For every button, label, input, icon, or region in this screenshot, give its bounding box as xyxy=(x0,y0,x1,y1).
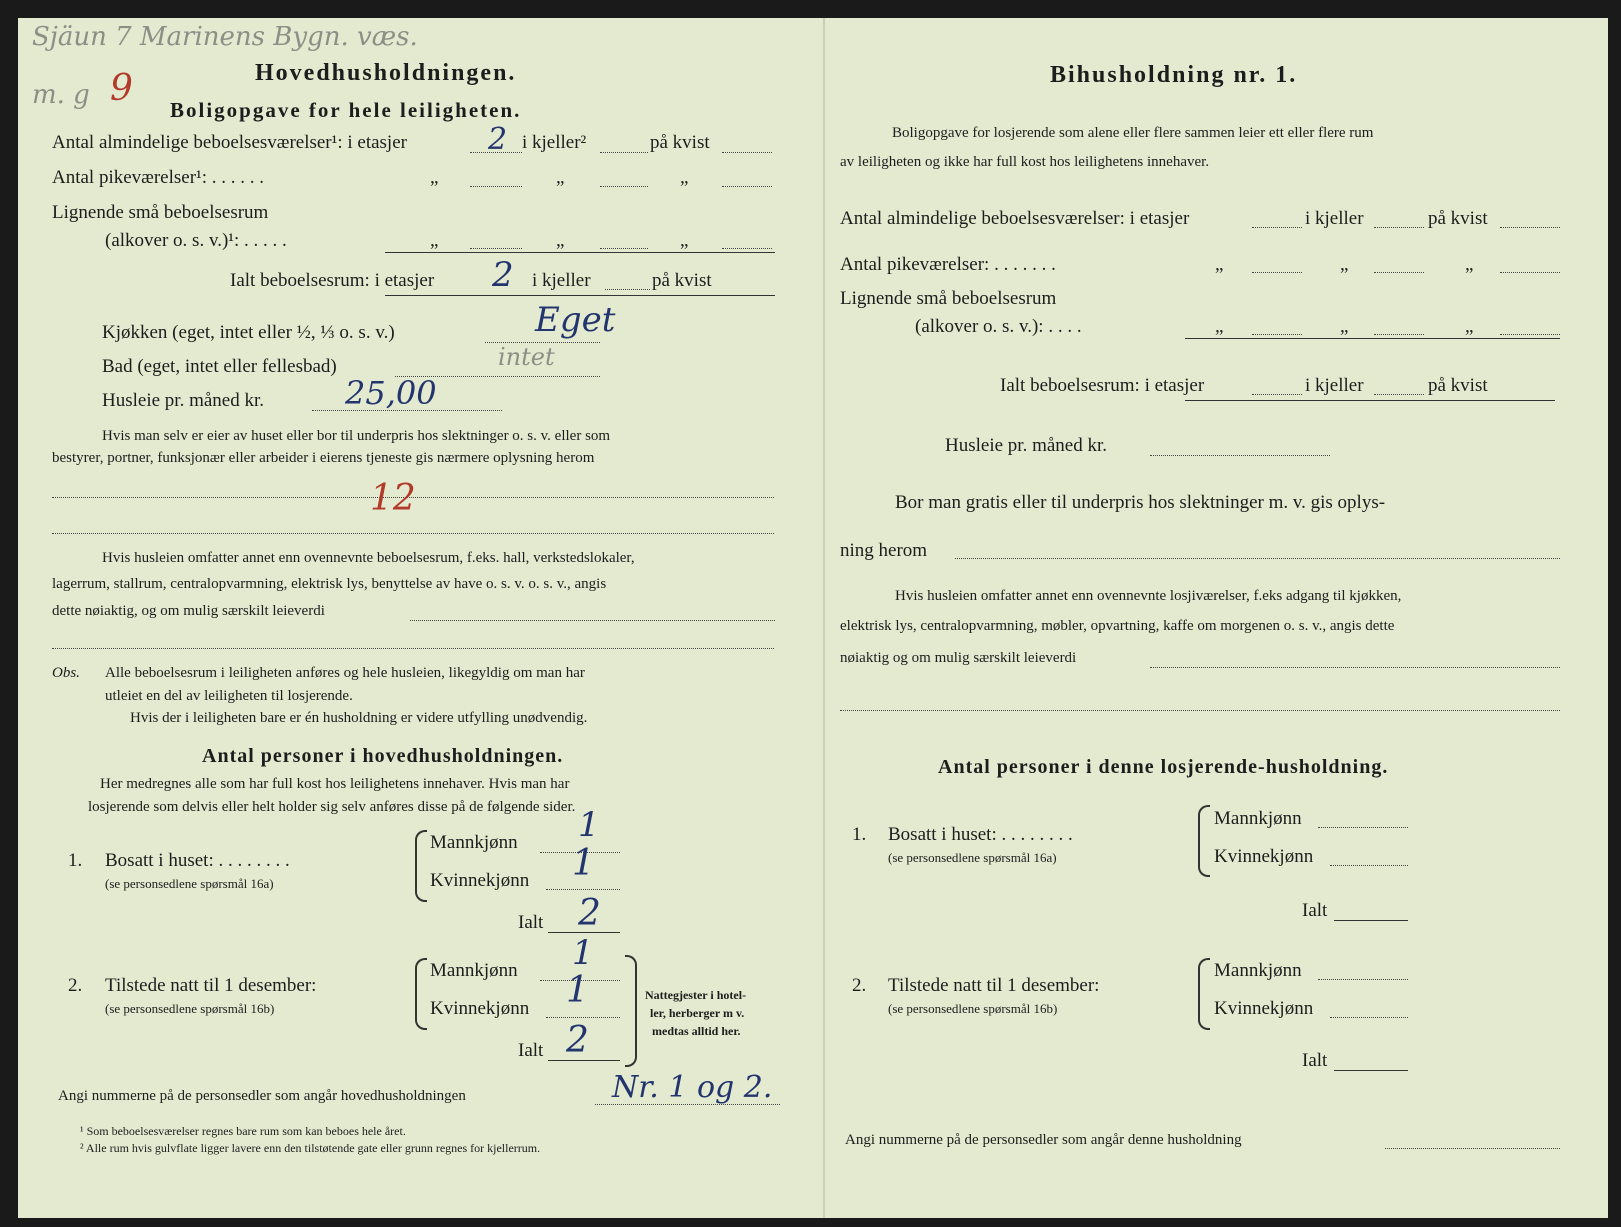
numbers-value: Nr. 1 og 2. xyxy=(612,1070,773,1105)
q1-number: 1. xyxy=(68,850,83,871)
q1-male-label: Mannkjønn xyxy=(430,832,518,853)
r-q1-male-line xyxy=(1318,827,1408,828)
alcove-cellar-line xyxy=(600,248,648,249)
night-note-line2: ler, herberger m v. xyxy=(650,1006,745,1020)
ditto-mark: „ xyxy=(1215,254,1224,275)
q1-female-value: 1 xyxy=(572,843,595,884)
rooms-floors-value: 2 xyxy=(488,122,508,157)
r-rooms-floors-line xyxy=(1252,227,1302,228)
rent-label: Husleie pr. måned kr. xyxy=(102,390,264,411)
obs-line2: utleiet en del av leiligheten til losjerende. xyxy=(105,688,353,704)
r-total-cellar-line xyxy=(1374,394,1424,395)
persons-title: Antal personer i hovedhusholdningen. xyxy=(202,745,564,767)
handwritten-red-number: 9 xyxy=(110,68,133,109)
night-note-line3: medtas alltid her. xyxy=(652,1024,741,1038)
r-total-floors-line xyxy=(1252,394,1302,395)
obs-line3: Hvis der i leiligheten bare er én husholdning er videre utfylling unødvendig. xyxy=(130,710,588,726)
rent-value: 25,00 xyxy=(345,374,437,412)
persons-note-line1: Her medregnes alle som har full kost hos leilighetens innehaver. Hvis man har xyxy=(100,776,570,792)
page-fold xyxy=(823,18,825,1218)
r-q2-brace xyxy=(1198,958,1210,1030)
r-q2-number: 2. xyxy=(852,975,867,996)
bath-value: intet xyxy=(498,343,555,371)
sum-rule xyxy=(385,252,775,253)
q2-female-line xyxy=(546,1017,620,1018)
r-extra-line2: elektrisk lys, centralopvarmning, møbler, opvartning, kaffe om morgenen o. s. v., angis dette xyxy=(840,618,1395,634)
alcove-floors-line xyxy=(470,248,522,249)
r-q1-label: Bosatt i huset: . . . . . . . . xyxy=(888,824,1073,845)
ditto-mark: „ xyxy=(1465,254,1474,275)
q2-total-label: Ialt xyxy=(518,1040,544,1061)
bath-label: Bad (eget, intet eller fellesbad) xyxy=(102,356,337,377)
r-q2-total-label: Ialt xyxy=(1302,1050,1328,1071)
handwritten-note: m. g xyxy=(32,80,90,110)
obs-label: Obs. xyxy=(52,665,80,681)
r-gratis-line xyxy=(955,558,1560,559)
ditto-mark: „ xyxy=(1340,254,1349,275)
obs-line1: Alle beboelsesrum i leiligheten anføres og hele husleien, likegyldig om man har xyxy=(105,665,585,681)
extra-note-line3: dette nøiaktig, og om mulig særskilt leieverdi xyxy=(52,603,325,619)
r-rooms-cellar-label: i kjeller xyxy=(1305,208,1364,229)
alcove-attic-line xyxy=(722,248,772,249)
r-q2-female-label: Kvinnekjønn xyxy=(1214,998,1314,1019)
r-alcoves-label: (alkover o. s. v.): . . . . xyxy=(915,316,1082,337)
total-rule xyxy=(385,295,775,296)
total-attic-label: på kvist xyxy=(652,270,712,291)
r-total-attic-label: på kvist xyxy=(1428,375,1488,396)
footnote-1: ¹ Som beboelsesværelser regnes bare rum som kan beboes hele året. xyxy=(80,1124,406,1138)
maid-rooms-label: Antal pikeværelser¹: . . . . . . xyxy=(52,167,265,188)
r-q1-total-label: Ialt xyxy=(1302,900,1328,921)
night-note-line1: Nattegjester i hotel- xyxy=(645,988,747,1002)
main-household-title: Hovedhusholdningen. xyxy=(255,60,517,86)
r-rooms-label: Antal almindelige beboelsesværelser: i etasjer xyxy=(840,208,1190,229)
r-rooms-cellar-line xyxy=(1374,227,1424,228)
total-floors-value: 2 xyxy=(492,255,514,295)
ditto-mark: „ xyxy=(1340,316,1349,337)
r-total-cellar-label: i kjeller xyxy=(1305,375,1364,396)
r-q2-total-line xyxy=(1334,1070,1408,1071)
r-total-rooms-label: Ialt beboelsesrum: i etasjer xyxy=(1000,375,1205,396)
r-extra-value-line2 xyxy=(840,710,1560,711)
rooms-attic-label: på kvist xyxy=(650,132,710,153)
r-alcove-cellar-line xyxy=(1374,334,1424,335)
total-cellar-label: i kjeller xyxy=(532,270,591,291)
sub-household-title: Bihusholdning nr. 1. xyxy=(1050,62,1298,88)
alcoves-label: (alkover o. s. v.)¹: . . . . . xyxy=(105,230,287,251)
r-gratis-line2: ning herom xyxy=(840,540,928,561)
r-q1-total-line xyxy=(1334,920,1408,921)
r-rooms-attic-line xyxy=(1500,227,1560,228)
r-alcove-attic-line xyxy=(1500,334,1560,335)
q2-number: 2. xyxy=(68,975,83,996)
r-extra-line1: Hvis husleien omfatter annet enn ovennevnte losjiværelser, f.eks adgang til kjøkken, xyxy=(895,588,1402,604)
total-rooms-label: Ialt beboelsesrum: i etasjer xyxy=(230,270,435,291)
r-gratis-line1: Bor man gratis eller til underpris hos slektninger m. v. gis oplys- xyxy=(895,492,1386,513)
footnote-2: ² Alle rum hvis gulvflate ligger lavere enn den tilstøtende gate eller grunn regnes for kjellerrum. xyxy=(80,1141,541,1155)
r-maid-cellar-line xyxy=(1374,272,1424,273)
q1-sub: (se personsedlene spørsmål 16a) xyxy=(105,876,274,891)
kitchen-value: Eget xyxy=(535,300,616,340)
kitchen-label: Kjøkken (eget, intet eller ½, ⅓ o. s. v.) xyxy=(102,322,395,343)
handwritten-address: Sjäun 7 Marinens Bygn. væs. xyxy=(32,22,418,52)
extra-value-line xyxy=(410,620,775,621)
q2-female-label: Kvinnekjønn xyxy=(430,998,530,1019)
r-q1-male-label: Mannkjønn xyxy=(1214,808,1302,829)
rooms-attic-line xyxy=(722,152,772,153)
q1-label: Bosatt i huset: . . . . . . . . xyxy=(105,850,290,871)
ditto-mark: „ xyxy=(1215,316,1224,337)
ditto-mark: „ xyxy=(556,230,565,251)
q2-brace xyxy=(415,958,427,1030)
ditto-mark: „ xyxy=(556,167,565,188)
night-brace xyxy=(625,955,637,1067)
r-q2-sub: (se personsedlene spørsmål 16b) xyxy=(888,1001,1058,1016)
owner-note-line2: bestyrer, portner, funksjonær eller arbeider i eierens tjeneste gis nærmere oplysning herom xyxy=(52,450,595,466)
ditto-mark: „ xyxy=(680,230,689,251)
lodger-intro-line2: av leiligheten og ikke har full kost hos leilighetens innehaver. xyxy=(840,154,1210,170)
r-q2-female-line xyxy=(1330,1017,1408,1018)
r-alcove-floors-line xyxy=(1252,334,1302,335)
q2-sub: (se personsedlene spørsmål 16b) xyxy=(105,1001,275,1016)
extra-note-line2: lagerrum, stallrum, centralopvarmning, elektrisk lys, benyttelse av have o. s. v. o. s. v., angis xyxy=(52,576,607,592)
q1-female-label: Kvinnekjønn xyxy=(430,870,530,891)
r-rent-label: Husleie pr. måned kr. xyxy=(945,435,1107,456)
r-q1-brace xyxy=(1198,805,1210,877)
rooms-cellar-line xyxy=(600,152,648,153)
q2-male-value: 1 xyxy=(572,933,594,973)
main-household-subtitle: Boligopgave for hele leiligheten. xyxy=(170,98,522,122)
maid-attic-line xyxy=(722,186,772,187)
r-q2-label: Tilstede natt til 1 desember: xyxy=(888,975,1100,996)
r-rent-line xyxy=(1150,455,1330,456)
r-numbers-label: Angi nummerne på de personsedler som angår denne husholdning xyxy=(845,1132,1242,1148)
r-q1-sub: (se personsedlene spørsmål 16a) xyxy=(888,850,1057,865)
ditto-mark: „ xyxy=(430,230,439,251)
owner-info-line2 xyxy=(52,533,774,534)
r-q1-female-label: Kvinnekjønn xyxy=(1214,846,1314,867)
q1-brace xyxy=(415,830,427,902)
q1-male-value: 1 xyxy=(578,805,600,845)
total-cellar-line xyxy=(605,289,650,290)
q2-male-label: Mannkjønn xyxy=(430,960,518,981)
ditto-mark: „ xyxy=(1465,316,1474,337)
maid-floors-line xyxy=(470,186,522,187)
ditto-mark: „ xyxy=(680,167,689,188)
r-maid-attic-line xyxy=(1500,272,1560,273)
ditto-mark: „ xyxy=(430,167,439,188)
q1-total-label: Ialt xyxy=(518,912,544,933)
r-persons-title: Antal personer i denne losjerende-husholdning. xyxy=(938,756,1389,778)
q1-female-line xyxy=(546,889,620,890)
extra-note-line1: Hvis husleien omfatter annet enn ovennevnte beboelsesrum, f.eks. hall, verkstedslokaler, xyxy=(102,550,635,566)
r-extra-line3: nøiaktig og om mulig særskilt leieverdi xyxy=(840,650,1077,666)
r-maid-floors-line xyxy=(1252,272,1302,273)
r-small-rooms-label: Lignende små beboelsesrum xyxy=(840,288,1057,309)
r-rooms-attic-label: på kvist xyxy=(1428,208,1488,229)
q2-female-value: 1 xyxy=(566,970,589,1011)
r-q1-female-line xyxy=(1330,865,1408,866)
q2-total-value: 2 xyxy=(566,1020,589,1061)
rooms-row-label: Antal almindelige beboelsesværelser¹: i etasjer xyxy=(52,132,407,153)
lodger-intro-line1: Boligopgave for losjerende som alene eller flere sammen leier ett eller flere rum xyxy=(892,125,1374,141)
r-maid-label: Antal pikeværelser: . . . . . . . xyxy=(840,254,1056,275)
r-numbers-line xyxy=(1385,1148,1560,1149)
r-sum-rule xyxy=(1185,338,1560,339)
r-total-rule xyxy=(1185,400,1555,401)
numbers-label: Angi nummerne på de personsedler som angår hovedhusholdningen xyxy=(58,1088,466,1104)
extra-value-line2 xyxy=(52,648,774,649)
red-annotation: 12 xyxy=(370,478,416,519)
q1-total-value: 2 xyxy=(578,893,601,934)
q2-label: Tilstede natt til 1 desember: xyxy=(105,975,317,996)
maid-cellar-line xyxy=(600,186,648,187)
r-q1-number: 1. xyxy=(852,824,867,845)
r-extra-value-line xyxy=(1150,667,1560,668)
owner-note-line1: Hvis man selv er eier av huset eller bor til underpris hos slektninger o. s. v. eller som xyxy=(102,428,611,444)
r-q2-male-line xyxy=(1318,979,1408,980)
small-rooms-label: Lignende små beboelsesrum xyxy=(52,202,269,223)
rooms-cellar-label: i kjeller² xyxy=(522,132,587,153)
persons-note-line2: losjerende som delvis eller helt holder sig selv anføres disse på de følgende sider. xyxy=(88,799,576,815)
r-q2-male-label: Mannkjønn xyxy=(1214,960,1302,981)
